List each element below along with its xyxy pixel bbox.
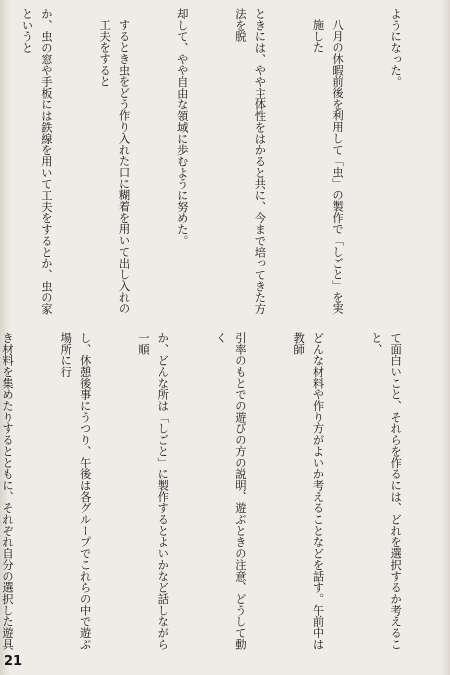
text-line: どんな材料や作り方がよいか考えることなどを話す。午前中は教師 (292, 332, 325, 650)
text-line: し、休憩後事にうつり、午後は各グループでこれらの中で遊ぶ場所に行 (59, 332, 92, 650)
page-number: 21 (4, 654, 23, 669)
text-line: か、どんな所は「しごと」に製作するとよいかなど話しながら一順 (136, 332, 170, 650)
text-line: 引率のもとでの遊びの方の説明、遊ぶときの注意、どうして動く (214, 332, 247, 650)
text-line: 却して、やや自由な領域に歩むように努めた。 (175, 8, 189, 247)
text-line: ときには、やや主体性をはかると共に、今まで培ってきた方法を脱 (233, 8, 267, 315)
upper-text-block (8, 8, 444, 320)
text-line: て面白いこと、それらを作るには、どれを選択するか考えること、 (369, 332, 403, 650)
lower-text-block (1, 332, 444, 652)
text-line: き材料を集めたりするとともに、それぞれ自分の選択した遊具 (1, 332, 15, 650)
text-line: 八月の休暇前後を利用して「虫」の製作で「しごと」を実施した (311, 19, 344, 315)
text-line: ようになった。 (389, 8, 403, 88)
text-line: か、虫の窓や手板には鉄線を用いて工夫をするとか、虫の家というと (20, 8, 53, 315)
text-line: するとき虫をどう作り入れた口に糊着を用いて出し入れの工夫をすると (98, 19, 131, 315)
